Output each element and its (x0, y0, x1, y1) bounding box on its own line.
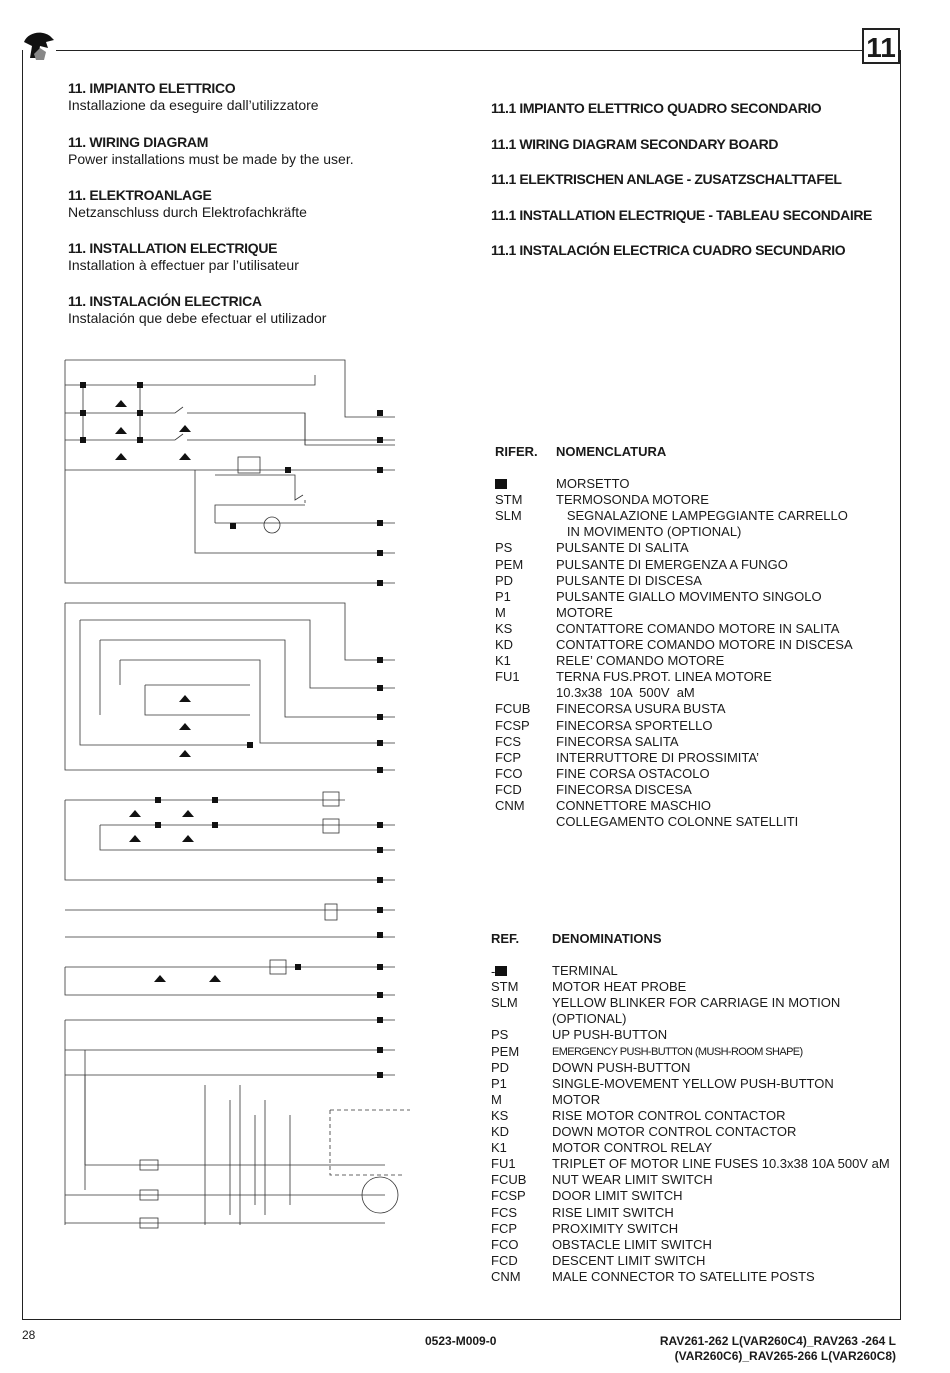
legend-description: RISE LIMIT SWITCH (552, 1204, 674, 1220)
terminal-symbol-icon (495, 966, 507, 976)
legend-row (491, 1060, 901, 1076)
legend-code: STM (491, 979, 519, 995)
intro-heading: 11. ELEKTROANLAGE (68, 187, 212, 203)
legend-description: MORSETTO (556, 476, 630, 492)
legend-code: KS (491, 1107, 509, 1123)
legend-row (495, 701, 895, 717)
section-titles (491, 100, 911, 278)
legend-row (491, 1253, 901, 1269)
legend-code: CNM (491, 1268, 521, 1284)
legend-code: M (491, 1091, 502, 1107)
legend-code: K1 (495, 653, 511, 669)
legend-row (491, 1156, 901, 1172)
legend-description: MOTORE (556, 604, 613, 620)
legend-code: P1 (491, 1075, 507, 1091)
legend-code: FCP (495, 749, 521, 765)
legend-it (495, 444, 895, 830)
legend-row (495, 508, 895, 524)
legend-description: DOWN PUSH-BUTTON (552, 1059, 691, 1075)
legend-row (495, 524, 895, 540)
intro-de (68, 187, 468, 220)
legend-row (491, 1188, 901, 1204)
legend-description: FINECORSA USURA BUSTA (556, 701, 726, 717)
legend-row (491, 1221, 901, 1237)
legend-row (495, 734, 895, 750)
legend-description: TERMINAL (552, 963, 618, 979)
legend-row (491, 1124, 901, 1140)
legend-description: PULSANTE GIALLO MOVIMENTO SINGOLO (556, 588, 822, 604)
legend-description: PULSANTE DI DISCESA (556, 572, 702, 588)
legend-description: PROXIMITY SWITCH (552, 1220, 679, 1236)
legend-description: COLLEGAMENTO COLONNE SATELLITI (556, 814, 799, 830)
legend-description: NUT WEAR LIMIT SWITCH (552, 1172, 713, 1188)
legend-row (491, 995, 901, 1011)
legend-code: SLM (491, 995, 518, 1011)
legend-row (491, 1092, 901, 1108)
legend-row (495, 782, 895, 798)
legend-code (495, 685, 556, 701)
legend-description: OBSTACLE LIMIT SWITCH (552, 1236, 712, 1252)
legend-row (495, 653, 895, 669)
legend-code (491, 1011, 552, 1027)
legend-row (491, 1172, 901, 1188)
legend-description: MALE CONNECTOR TO SATELLITE POSTS (552, 1268, 815, 1284)
legend-description: TRIPLET OF MOTOR LINE FUSES 10.3x38 10A 500V aM (552, 1156, 890, 1172)
legend-description: INTERRUTTORE DI PROSSIMITA’ (556, 749, 759, 765)
brand-logo (20, 24, 60, 64)
legend-en (491, 931, 901, 1285)
legend-row (495, 718, 895, 734)
legend-description: SEGNALAZIONE LAMPEGGIANTE CARRELLO (556, 508, 848, 524)
legend-description: DOWN MOTOR CONTROL CONTACTOR (552, 1124, 797, 1140)
legend-row (495, 573, 895, 589)
legend-code: PD (495, 572, 514, 588)
legend-code: FCSP (491, 1188, 526, 1204)
legend-code: PS (495, 540, 513, 556)
legend-code: FCO (495, 765, 523, 781)
legend-description: FINECORSA SPORTELLO (556, 717, 713, 733)
legend-row (491, 1044, 901, 1060)
intro-heading: 11. IMPIANTO ELETTRICO (68, 80, 236, 96)
legend-code: PEM (491, 1043, 520, 1059)
intro-text: Power installations must be made by the user. (68, 151, 354, 167)
legend-description: CONTATTORE COMANDO MOTORE IN DISCESA (556, 637, 853, 653)
legend-description: CONTATTORE COMANDO MOTORE IN SALITA (556, 620, 840, 636)
legend-code: PD (491, 1059, 510, 1075)
legend-description: PULSANTE DI EMERGENZA A FUNGO (556, 556, 788, 572)
legend-description: (OPTIONAL) (552, 1011, 627, 1027)
legend-code: FCS (491, 1204, 517, 1220)
legend-description: FINECORSA DISCESA (556, 781, 692, 797)
legend-description: MOTOR CONTROL RELAY (552, 1140, 713, 1156)
legend-row (491, 979, 901, 995)
header-rule (56, 50, 862, 51)
legend-row (495, 685, 895, 701)
legend-code: FCD (491, 1252, 518, 1268)
legend-description: DESCENT LIMIT SWITCH (552, 1252, 706, 1268)
legend-description: PULSANTE DI SALITA (556, 540, 689, 556)
legend-row (495, 814, 895, 830)
legend-row (491, 1205, 901, 1221)
legend-description: UP PUSH-BUTTON (552, 1027, 668, 1043)
legend-row (495, 605, 895, 621)
legend-row (495, 540, 895, 556)
model-list (612, 1334, 896, 1364)
intro-text: Instalación que debe efectuar el utilizador (68, 310, 327, 326)
legend-code: FU1 (495, 669, 520, 685)
section-title: 11.1 IMPIANTO ELETTRICO QUADRO SECONDARIO (491, 100, 822, 116)
legend-row (495, 476, 895, 492)
legend-code: - (491, 963, 552, 979)
intro-fr (68, 240, 468, 273)
legend-row (491, 963, 901, 979)
legend-code (495, 476, 556, 492)
intro-text: Netzanschluss durch Elektrofachkräfte (68, 204, 307, 220)
intro-text: Installazione da eseguire dall’utilizzatore (68, 97, 319, 113)
legend-row (491, 1011, 901, 1027)
legend-description: TERMOSONDA MOTORE (556, 492, 709, 508)
legend-row (495, 766, 895, 782)
model-line: (VAR260C6)_RAV265-266 L(VAR260C8) (674, 1349, 896, 1363)
section-title: 11.1 ELEKTRISCHEN ANLAGE - ZUSATZSCHALTTAFEL (491, 171, 842, 187)
section-title: 11.1 WIRING DIAGRAM SECONDARY BOARD (491, 135, 779, 152)
intro-it (68, 80, 468, 113)
legend-code: KS (495, 620, 513, 636)
legend-code: FCS (495, 733, 521, 749)
legend-col-ref: REF. (491, 931, 520, 946)
legend-row (491, 1237, 901, 1253)
section-title: 11.1 INSTALLATION ELECTRIQUE - TABLEAU SECONDAIRE (491, 206, 872, 223)
legend-row (495, 621, 895, 637)
legend-code: P1 (495, 588, 511, 604)
legend-code: FCP (491, 1220, 517, 1236)
legend-row (495, 557, 895, 573)
legend-code: KD (495, 637, 514, 653)
legend-code: PS (491, 1027, 509, 1043)
legend-description: FINE CORSA OSTACOLO (556, 765, 710, 781)
legend-code (495, 524, 556, 540)
intro-en (68, 134, 468, 167)
wiring-diagram (55, 345, 450, 1245)
legend-row (495, 669, 895, 685)
legend-description: 10.3x38 10A 500V aM (556, 685, 695, 701)
legend-code: FCUB (495, 701, 531, 717)
legend-row (491, 1140, 901, 1156)
legend-row (491, 1269, 901, 1285)
legend-description: MOTOR (552, 1091, 601, 1107)
legend-code: FCUB (491, 1172, 527, 1188)
legend-code: FCSP (495, 717, 530, 733)
legend-code: SLM (495, 508, 522, 524)
legend-description: DOOR LIMIT SWITCH (552, 1188, 683, 1204)
legend-code: CNM (495, 797, 525, 813)
legend-description: FINECORSA SALITA (556, 733, 679, 749)
legend-row (495, 589, 895, 605)
intro-heading: 11. INSTALACIÓN ELECTRICA (68, 293, 262, 309)
legend-code (495, 814, 556, 830)
legend-description: YELLOW BLINKER FOR CARRIAGE IN MOTION (552, 995, 841, 1011)
legend-description: TERNA FUS.PROT. LINEA MOTORE (556, 669, 772, 685)
legend-code: PEM (495, 556, 524, 572)
intro-heading: 11. WIRING DIAGRAM (68, 134, 209, 150)
legend-description: IN MOVIMENTO (OPTIONAL) (556, 524, 742, 540)
legend-description: MOTOR HEAT PROBE (552, 979, 687, 995)
legend-row (491, 1076, 901, 1092)
legend-row (495, 637, 895, 653)
legend-code: STM (495, 492, 523, 508)
document-code: 0523-M009-0 (425, 1334, 497, 1348)
legend-code: K1 (491, 1140, 507, 1156)
chapter-number: 11 (862, 28, 900, 64)
legend-code: FCD (495, 781, 522, 797)
model-line: RAV261-262 L(VAR260C4)_RAV263 -264 L (659, 1334, 896, 1348)
intro-es (68, 293, 468, 326)
legend-row (495, 750, 895, 766)
legend-col-ref: RIFER. (495, 444, 538, 459)
legend-code: KD (491, 1124, 510, 1140)
terminal-symbol-icon (495, 479, 507, 489)
legend-row (491, 1027, 901, 1043)
legend-description: RELE’ COMANDO MOTORE (556, 653, 725, 669)
legend-description: RISE MOTOR CONTROL CONTACTOR (552, 1107, 786, 1123)
page-number: 28 (22, 1328, 36, 1342)
legend-description: SINGLE-MOVEMENT YELLOW PUSH-BUTTON (552, 1075, 834, 1091)
section-title: 11.1 INSTALACIÓN ELECTRICA CUADRO SECUNDARIO (491, 242, 846, 258)
legend-col-desc: NOMENCLATURA (556, 444, 667, 459)
legend-row (495, 492, 895, 508)
legend-col-desc: DENOMINATIONS (552, 931, 662, 946)
legend-code: FCO (491, 1236, 519, 1252)
legend-row (491, 1108, 901, 1124)
legend-code: FU1 (491, 1156, 516, 1172)
legend-code: M (495, 604, 506, 620)
legend-description: EMERGENCY PUSH-BUTTON (MUSH-ROOM SHAPE) (552, 1045, 803, 1058)
legend-description: CONNETTORE MASCHIO (556, 797, 712, 813)
legend-row (495, 798, 895, 814)
intro-heading: 11. INSTALLATION ELECTRIQUE (68, 240, 278, 256)
intro-text: Installation à effectuer par l’utilisateur (68, 257, 299, 273)
